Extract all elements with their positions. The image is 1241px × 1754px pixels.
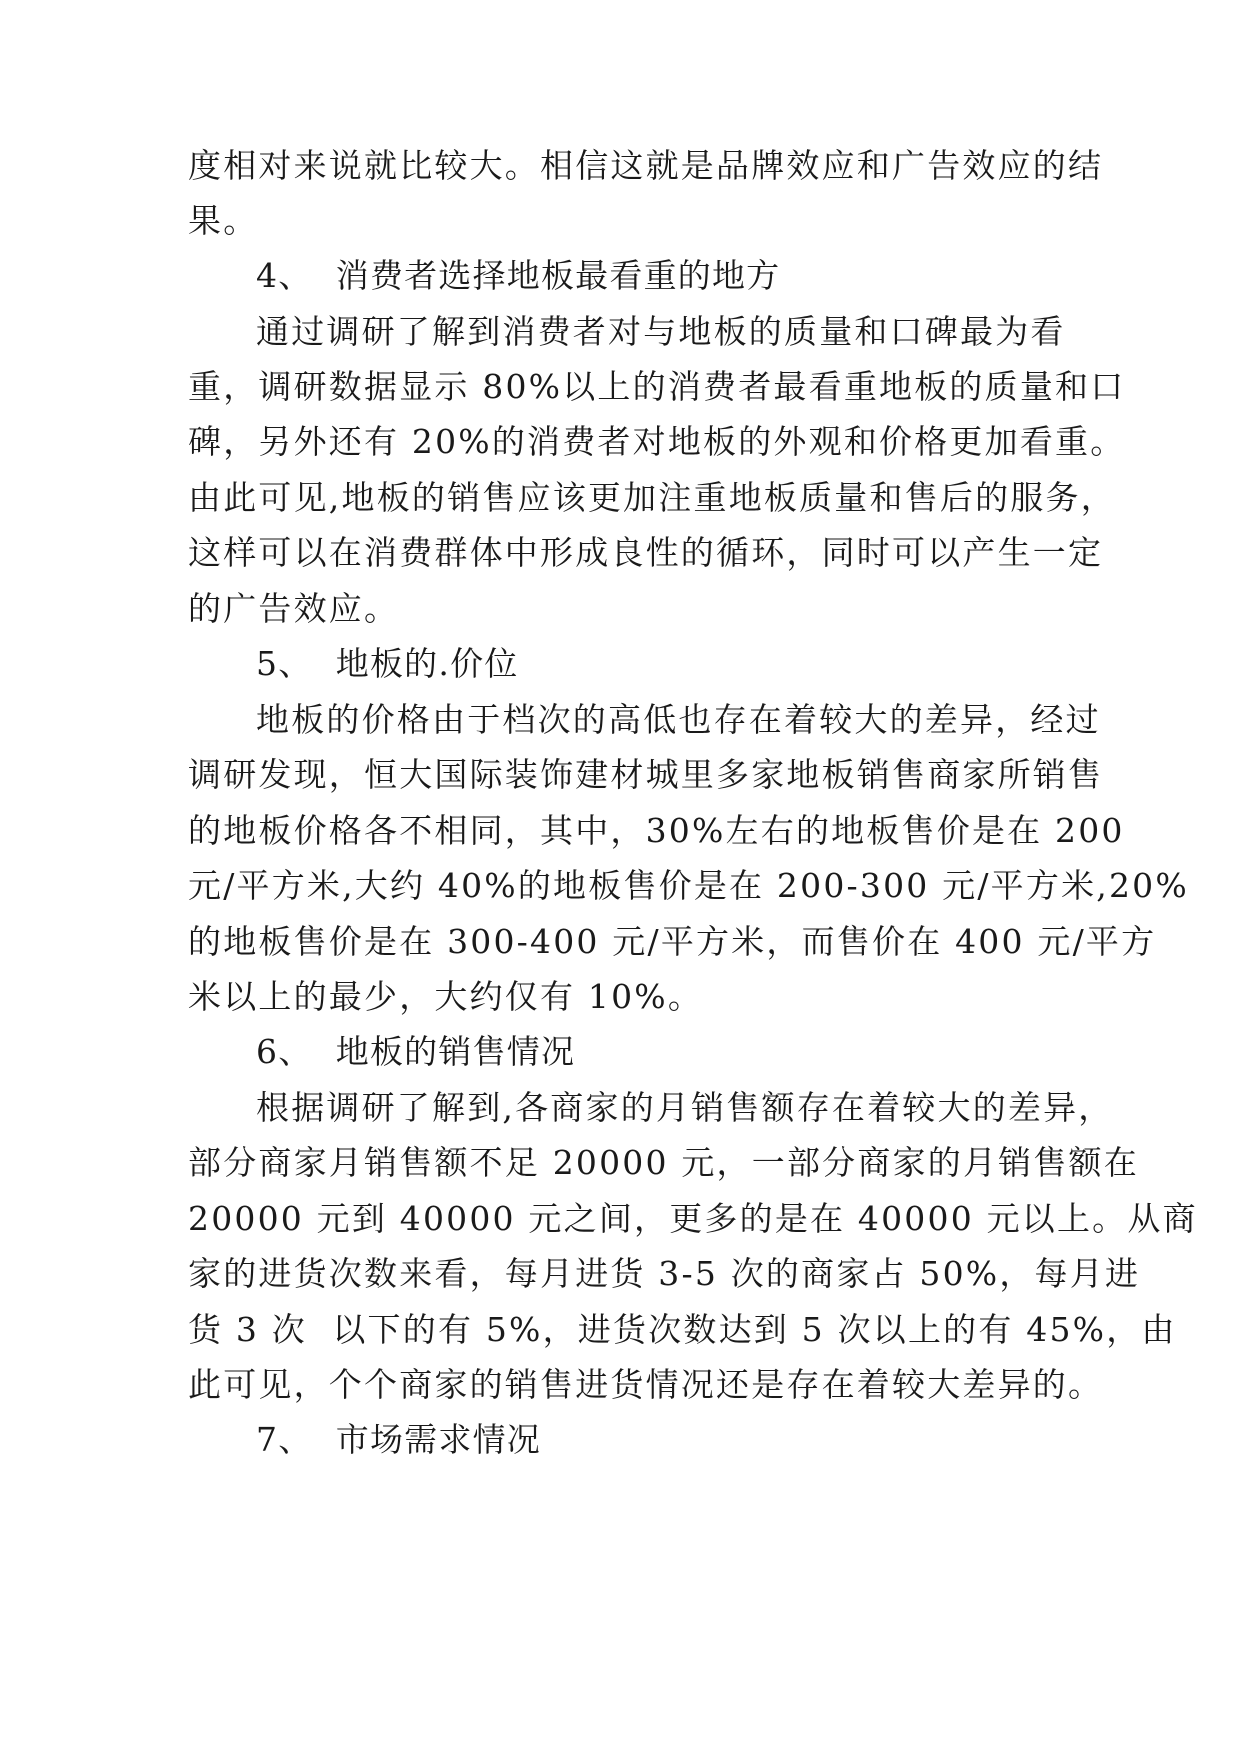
paragraph-line: 根据调研了解到,各商家的月销售额存在着较大的差异，	[256, 1088, 1114, 1127]
paragraph-line: 这样可以在消费群体中形成良性的循环，同时可以产生一定	[188, 533, 1104, 572]
section-heading-4: 4、 消费者选择地板最看重的地方	[256, 256, 781, 295]
paragraph-line: 的广告效应。	[188, 589, 400, 628]
paragraph-line: 20000 元到 40000 元之间，更多的是在 40000 元以上。从商	[188, 1199, 1198, 1238]
paragraph-line: 调研发现，恒大国际装饰建材城里多家地板销售商家所销售	[188, 755, 1104, 794]
paragraph-line: 此可见，个个商家的销售进货情况还是存在着较大差异的。	[188, 1365, 1104, 1404]
paragraph-line: 由此可见,地板的销售应该更加注重地板质量和售后的服务，	[188, 478, 1116, 517]
paragraph-line: 度相对来说就比较大。相信这就是品牌效应和广告效应的结	[188, 146, 1104, 185]
section-heading-6: 6、 地板的销售情况	[256, 1032, 576, 1071]
paragraph-line: 地板的价格由于档次的高低也存在着较大的差异，经过	[256, 700, 1101, 739]
paragraph-line: 元/平方米,大约 40%的地板售价是在 200-300 元/平方米,20%	[188, 866, 1189, 905]
paragraph-line: 重，调研数据显示 80%以上的消费者最看重地板的质量和口	[188, 367, 1126, 406]
paragraph-line: 的地板售价是在 300-400 元/平方米，而售价在 400 元/平方	[188, 922, 1157, 961]
paragraph-line: 米以上的最少，大约仅有 10%。	[188, 977, 704, 1016]
paragraph-line: 部分商家月销售额不足 20000 元，一部分商家的月销售额在	[188, 1143, 1139, 1182]
paragraph-line: 果。	[188, 201, 259, 240]
paragraph-line: 家的进货次数来看，每月进货 3-5 次的商家占 50%，每月进	[188, 1254, 1141, 1293]
section-heading-5: 5、 地板的.价位	[256, 644, 519, 683]
paragraph-line: 碑，另外还有 20%的消费者对地板的外观和价格更加看重。	[188, 422, 1126, 461]
paragraph-line: 货 3 次 以下的有 5%，进货次数达到 5 次以上的有 45%，由	[188, 1310, 1177, 1349]
paragraph-line: 通过调研了解到消费者对与地板的质量和口碑最为看	[256, 312, 1066, 351]
paragraph-line: 的地板价格各不相同，其中，30%左右的地板售价是在 200	[188, 811, 1125, 850]
section-heading-7: 7、 市场需求情况	[256, 1420, 541, 1459]
